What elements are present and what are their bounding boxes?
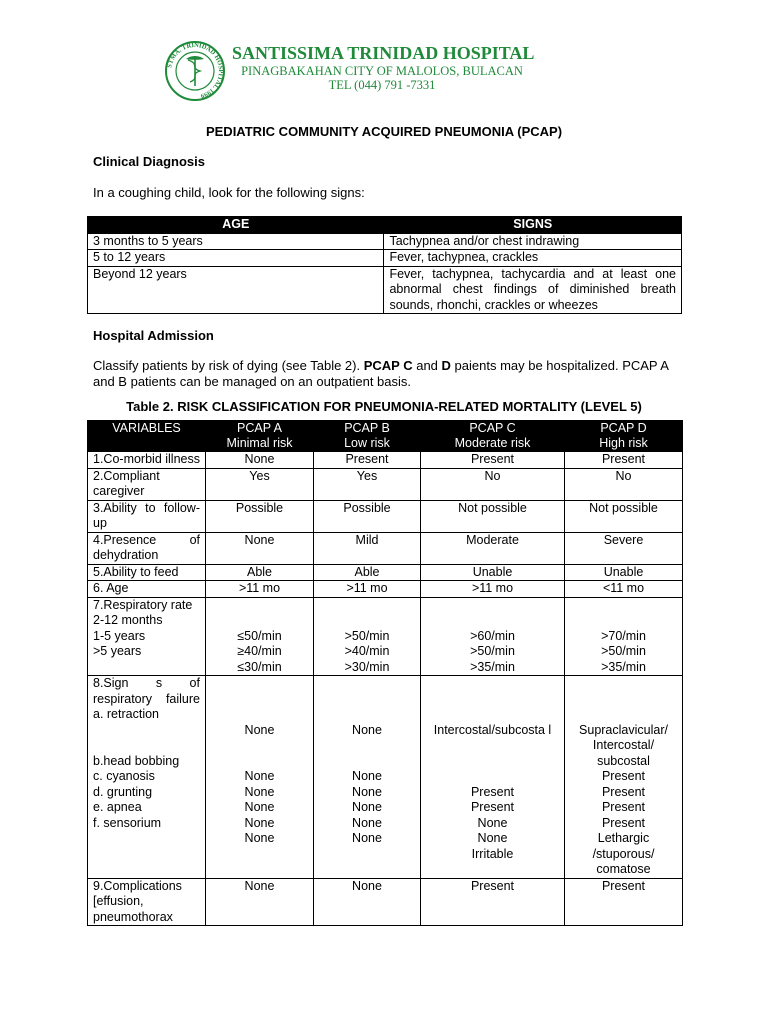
table-header-row [88,217,682,234]
pcap-a-cell: Yes [206,468,314,500]
table-row [88,266,682,314]
pcap-a-cell: >11 mo [206,581,314,598]
variable-cell: 6. Age [88,581,206,598]
pcap-b-cell: None [314,878,421,926]
table-row [88,233,682,250]
variable-cell: 2.Compliant caregiver [88,468,206,500]
pcap-d-cell: Present [565,452,683,469]
pcap-c-header: PCAP C Moderate risk [421,421,565,452]
pcap-d-cell: Present [565,878,683,926]
pcap-b-cell: Possible [314,500,421,532]
variable-cell: 4.Presence of dehydration [88,532,206,564]
pcap-a-cell: Able [206,564,314,581]
table-row [88,564,683,581]
pcap-c-bold: PCAP C [363,358,413,373]
pcap-a-cell: None None None None None None [206,676,314,879]
pcap-c-cell: Present [421,452,565,469]
pcap-a-header: PCAP A Minimal risk [206,421,314,452]
age-cell: 5 to 12 years [88,250,384,267]
pcap-b-cell: None None None None None None [314,676,421,879]
table-row [88,532,683,564]
admission-paragraph: Classify patients by risk of dying (see Table 2). PCAP C and D paients may be hospitalized. PCAP A and B patients can be managed on an outpatient basis. [93,358,669,389]
pcap-d-cell: No [565,468,683,500]
variable-cell: 3.Ability to follow-up [88,500,206,532]
pcap-d-cell: <11 mo [565,581,683,598]
pcap-b-cell: Mild [314,532,421,564]
variables-header: VARIABLES [88,421,206,452]
pcap-a-cell: None [206,878,314,926]
clinical-diagnosis-heading: Clinical Diagnosis [93,154,205,169]
clinical-intro-text: In a coughing child, look for the following signs: [93,185,365,200]
pcap-b-cell: >11 mo [314,581,421,598]
pcap-d-cell: Supraclavicular/ Intercostal/ subcostal Present Present Present Present Lethargic /stuporous/ comatose [565,676,683,879]
age-cell: Beyond 12 years [88,266,384,314]
hospital-name: SANTISSIMA TRINIDAD HOSPITAL [232,43,535,63]
table-row [88,500,683,532]
table-row [88,452,683,469]
pcap-d-header: PCAP D High risk [565,421,683,452]
variable-cell: 7.Respiratory rate 2-12 months 1-5 years >5 years [88,597,206,676]
document-title: PEDIATRIC COMMUNITY ACQUIRED PNEUMONIA (PCAP) [205,124,563,139]
risk-classification-table [87,420,683,926]
pcap-c-cell: >11 mo [421,581,565,598]
variable-cell: 9.Complications [effusion, pneumothorax [88,878,206,926]
age-signs-table [87,216,682,314]
pcap-a-cell: ≤50/min ≥40/min ≤30/min [206,597,314,676]
pcap-b-cell: Present [314,452,421,469]
pcap-c-cell: Unable [421,564,565,581]
pcap-c-cell: >60/min >50/min >35/min [421,597,565,676]
pcap-c-cell: Not possible [421,500,565,532]
pcap-d-cell: >70/min >50/min >35/min [565,597,683,676]
hospital-address: PINAGBAKAHAN CITY OF MALOLOS, BULACAN [241,64,523,78]
pcap-b-header: PCAP B Low risk [314,421,421,452]
table2-caption: Table 2. RISK CLASSIFICATION FOR PNEUMONIA-RELATED MORTALITY (LEVEL 5) [126,399,642,414]
signs-cell: Fever, tachypnea, crackles [384,250,682,267]
variable-cell: 5.Ability to feed [88,564,206,581]
pcap-b-cell: Yes [314,468,421,500]
pcap-b-cell: >50/min >40/min >30/min [314,597,421,676]
signs-cell: Tachypnea and/or chest indrawing [384,233,682,250]
pcap-c-cell: Intercostal/subcosta l Present Present None None Irritable [421,676,565,879]
hospital-telephone: TEL (044) 791 -7331 [328,78,436,92]
hospital-seal-logo [164,40,226,102]
pcap-c-cell: Moderate [421,532,565,564]
table-row [88,878,683,926]
age-header: AGE [88,217,384,234]
pcap-a-cell: None [206,452,314,469]
pcap-a-cell: None [206,532,314,564]
hospital-admission-heading: Hospital Admission [93,328,214,343]
age-cell: 3 months to 5 years [88,233,384,250]
pcap-d-cell: Unable [565,564,683,581]
pcap-d-cell: Severe [565,532,683,564]
table-header-row [88,421,683,452]
svg-text:STMA. TRINIDAD HOSPITAL 1999: STMA. TRINIDAD HOSPITAL 1999 [166,41,225,100]
table-row [88,250,682,267]
pcap-d-bold: D [441,358,451,373]
signs-header: SIGNS [384,217,682,234]
table-row [88,597,683,676]
signs-cell: Fever, tachypnea, tachycardia and at least one abnormal chest findings of diminished breath sounds, rhonchi, crackles or wheezes [384,266,682,314]
pcap-c-cell: Present [421,878,565,926]
table-row [88,468,683,500]
pcap-a-cell: Possible [206,500,314,532]
pcap-d-cell: Not possible [565,500,683,532]
table-row [88,581,683,598]
table-row [88,676,683,879]
variable-cell: 1.Co-morbid illness [88,452,206,469]
pcap-c-cell: No [421,468,565,500]
pcap-b-cell: Able [314,564,421,581]
variable-cell: 8.Sign s of respiratory failure a. retraction b.head bobbing c. cyanosis d. grunting e. apnea f. sensorium [88,676,206,879]
